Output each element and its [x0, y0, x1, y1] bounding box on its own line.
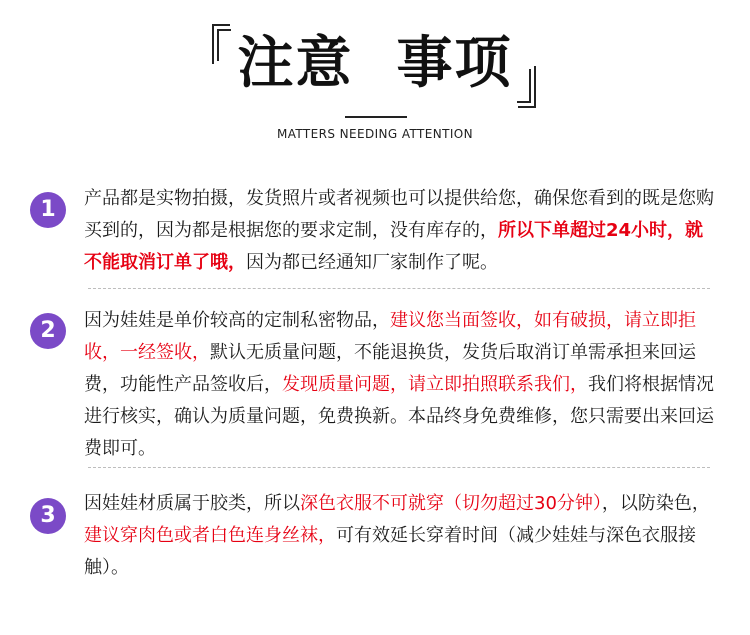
header — [0, 0, 750, 150]
dashed-divider — [88, 467, 710, 468]
notice-text-part: 因娃娃材质属于胶类，所以 — [84, 493, 300, 514]
notice-text-part: ，以防染色， — [601, 493, 710, 514]
notice-text — [84, 305, 720, 465]
number-badge: 1 — [30, 192, 66, 228]
notice-text-part: 可有效延长穿着时间（减少娃娃与深色衣服接触）。 — [84, 525, 696, 578]
notice-text-part: 产品都是实物拍摄，发货照片或者视频也可以提供给您，确保您看到的既是您购买到的，因为都是根据您的要求定制，没有库存的， — [84, 188, 714, 241]
dashed-divider — [88, 288, 710, 289]
notice-text-highlight: 发现质量问题，请立即拍照联系我们， — [282, 374, 588, 395]
notice-text-part: 我们将根据情况进行核实，确认为质量问题，免费换新。本品终身免费维修，您只需要出来回运费即可。 — [84, 374, 714, 459]
notice-text-highlight: 建议您当面签收，如有破损，请立即拒收，一经签收， — [84, 310, 696, 363]
notice-item-2 — [30, 305, 720, 465]
notice-text — [84, 488, 720, 584]
number-badge: 2 — [30, 313, 66, 349]
corner-bracket-bottom-right — [518, 66, 536, 108]
page-title: 注意 事项 — [237, 31, 513, 96]
notice-text-part: 默认无质量问题，不能退换货，发货后取消订单需承担来回运费，功能性产品签收后， — [84, 342, 696, 395]
notice-text-highlight: 建议穿肉色或者白色连身丝袜， — [84, 525, 336, 546]
notice-text — [84, 183, 720, 279]
notice-text-highlight: 所以下单超过24小时，就不能取消订单了哦， — [84, 220, 704, 273]
notice-text-highlight: 深色衣服不可就穿（切勿超过30分钟） — [300, 493, 602, 514]
notice-item-1 — [30, 183, 720, 283]
title-underline — [345, 116, 407, 118]
number-badge: 3 — [30, 498, 66, 534]
notice-text-part: 因为娃娃是单价较高的定制私密物品， — [84, 310, 390, 331]
notice-item-3 — [30, 488, 720, 588]
notice-text-part: 因为都已经通知厂家制作了呢。 — [246, 252, 498, 273]
page-subtitle: MATTERS NEEDING ATTENTION — [276, 127, 474, 141]
